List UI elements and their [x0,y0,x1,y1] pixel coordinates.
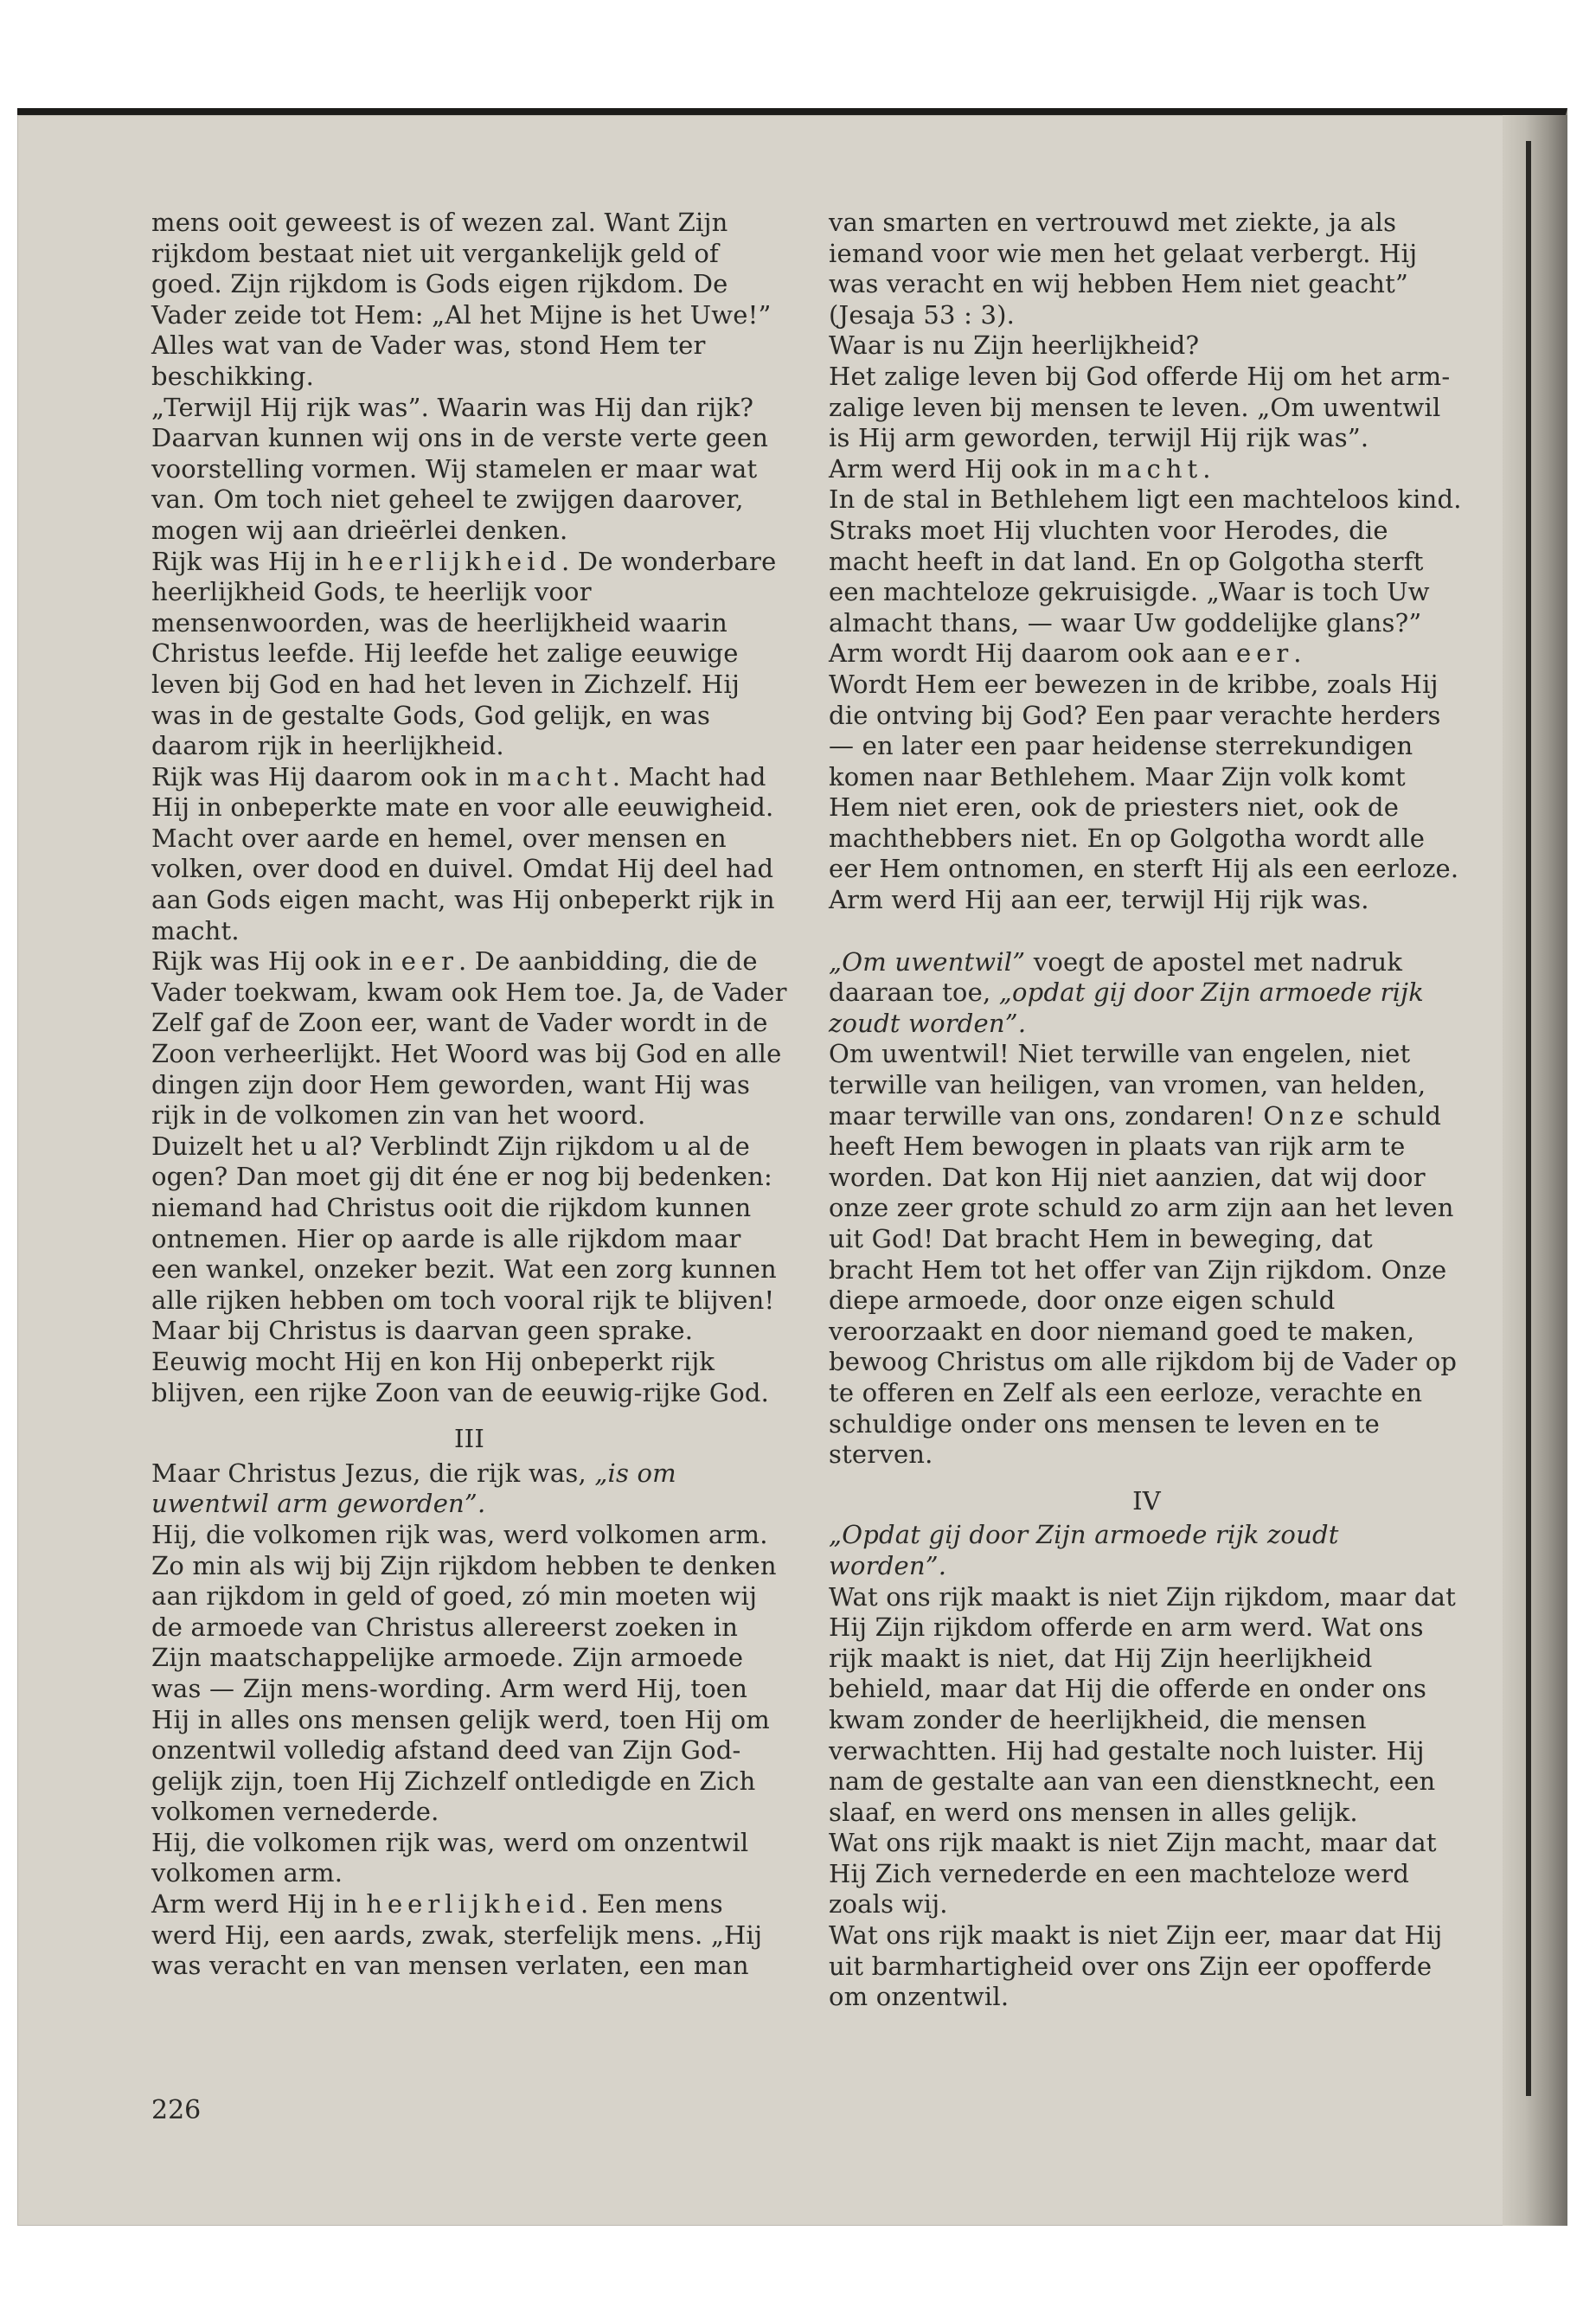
lead-text: Maar Christus Jezus, die rijk was, [151,1458,595,1488]
paragraph: Duizelt het u al? Verblindt Zijn rijkdom u al de ogen? Dan moet gij dit éne er nog bij bedenken: niemand had Christus ooit die rijkdom kunnen ontnemen. Hier op aarde is alle rijkdom maar een wankel, onzeker bezit. Wat een zorg kunnen alle rijken hebben om toch vooral rijk te blijven! Maar bij Christus is daarvan geen sprake. Eeuwig mocht Hij en kon Hij onbeperkt rijk blijven, een rijke Zoon van de eeuwig-rijke God. [151,1131,777,1407]
paragraph: Het zalige leven bij God offerde Hij om het arm-zalige leven bij mensen te leven. „Om uwentwil is Hij arm geworden, terwijl Hij rijk was”. [829,361,1451,453]
lead-text: Rijk was Hij ook in [151,946,401,977]
paragraph: Arm werd Hij in heerlijkheid. Een mens werd Hij, een aards, zwak, sterfelijk mens. „Hij was veracht en van mensen verlaten, een man [151,1889,763,1981]
lead-text: Rijk was Hij daarom ook in [151,761,508,792]
paragraph: „Terwijl Hij rijk was”. Waarin was Hij dan rijk? Daarvan kunnen wij ons in de verste verte geen voorstelling vormen. Wij stamelen er maar wat van. Om toch niet geheel te zwijgen daarover, mogen wij aan drieërlei denken. [151,392,769,545]
page-fold-shadow [1503,115,1567,2226]
lead-text: Arm wordt Hij daarom ook aan [829,638,1237,669]
note-text: voegt de apostel met nadruk daaraan toe, [829,946,1403,1008]
apostle-note [829,947,1465,1040]
emphasis-word: eer [1236,638,1294,669]
section-quote [829,1520,1465,1581]
scripture-quote: „Om uwentwil” [829,946,1026,977]
paragraph-text: schuld heeft Hem bewogen in plaats van rijk arm te worden. Dat kon Hij niet aanzien, dat wij door onze zeer grote schuld zo arm zijn aan het leven uit God! Dat bracht Hem in beweging, dat bracht Hem tot het offer van Zijn rijkdom. Onze diepe armoede, door onze eigen schuld veroorzaakt en door niemand goed te maken, bewoog Christus om alle rijkdom bij de Vader op te offeren en Zelf als een eerloze, verachte en schuldige onder ons mensen te leven en te sterven. [829,1100,1458,1470]
emphasis-word: Onze [1263,1100,1349,1131]
paragraph: Arm wordt Hij daarom ook aan eer. [829,638,1302,669]
scripture-quote: „Opdat gij door Zijn armoede rijk zoudt worden”. [829,1520,1339,1580]
paragraph-text: Een mens werd Hij, een aards, zwak, sterfelijk mens. „Hij was veracht en van mensen verlaten, een man [151,1889,763,1981]
paragraph-text: Macht had Hij in onbeperkte mate en voor alle eeuwigheid. Macht over aarde en hemel, over mensen en volken, over dood en duivel. Omdat Hij deel had aan Gods eigen macht, was Hij onbeperkt rijk in macht. [151,761,775,945]
emphasis-word: macht [1097,453,1203,484]
paragraph-text: De aanbidding, die de Vader toekwam, kwam ook Hem toe. Ja, de Vader Zelf gaf de Zoon eer, want de Vader wordt in de Zoon verheerlijkt. Het Woord was bij God en alle dingen zijn door Hem geworden, want Hij was rijk in de volkomen zin van het woord. [151,946,787,1131]
binding-edge [1526,141,1531,2096]
emphasis-word: heerlijkheid [347,546,561,576]
paragraph-text: Om uwentwil! Niet terwille van engelen, niet terwille van heiligen, van vromen, van helden, maar terwille van ons, zondaren! [829,1039,1426,1131]
paragraph: Rijk was Hij in heerlijkheid. De wonderbare heerlijkheid Gods, te heerlijk voor mensenwoorden, was de heerlijkheid waarin Christus leefde. Hij leefde het zalige eeuwige leven bij God en had het leven in Zichzelf. Hij was in de gestalte Gods, God gelijk, en was daarom rijk in heerlijkheid. [151,546,777,761]
left-column [151,208,787,1982]
paragraph: Rijk was Hij ook in eer. De aanbidding, die de Vader toekwam, kwam ook Hem toe. Ja, de Vader Zelf gaf de Zoon eer, want de Vader wordt in de Zoon verheerlijkt. Het Woord was bij God en alle dingen zijn door Hem geworden, want Hij was rijk in de volkomen zin van het woord. [151,946,787,1131]
section-heading-iv: IV [1132,1485,1161,1516]
paragraph-text: De wonderbare heerlijkheid Gods, te heerlijk voor mensenwoorden, was de heerlijkheid waarin Christus leefde. Hij leefde het zalige eeuwige leven bij God en had het leven in Zichzelf. Hij was in de gestalte Gods, God gelijk, en was daarom rijk in heerlijkheid. [151,546,777,761]
emphasis-word: heerlijkheid [366,1889,580,1920]
scripture-quote: „is om uwentwil arm geworden”. [151,1458,676,1519]
lead-text: Arm werd Hij in [151,1889,367,1920]
emphasis-word: macht [507,761,612,792]
paragraph [829,1039,1465,1470]
paragraph: mens ooit geweest is of wezen zal. Want Zijn rijkdom bestaat niet uit vergankelijk geld of goed. Zijn rijkdom is Gods eigen rijkdom. De Vader zeide tot Hem: „Al het Mijne is het Uwe!” Alles wat van de Vader was, stond Hem ter beschikking. [151,208,772,391]
scripture-quote: „opdat gij door Zijn armoede rijk zoudt worden”. [829,977,1425,1038]
paragraph: Rijk was Hij daarom ook in macht. Macht had Hij in onbeperkte mate en voor alle eeuwigheid. Macht over aarde en hemel, over mensen en volken, over dood en duivel. Omdat Hij deel had aan Gods eigen macht, was Hij onbeperkt rijk in macht. [151,761,775,945]
paragraph: Wat ons rijk maakt is niet Zijn macht, maar dat Hij Zich vernederde en een machteloze werd zoals wij. [829,1828,1437,1920]
section-heading-iii: III [454,1424,484,1454]
lead-text: Arm werd Hij ook in [829,453,1098,484]
paragraph: Arm werd Hij ook in macht. [829,453,1211,484]
paragraph: van smarten en vertrouwd met ziekte, ja als iemand voor wie men het gelaat verbergt. Hij was veracht en wij hebben Hem niet geacht” (Jesaja 53 : 3). [829,208,1418,330]
paragraph: Wordt Hem eer bewezen in de kribbe, zoals Hij die ontving bij God? Een paar verachte herders — en later een paar heidense sterrekundigen komen naar Bethlehem. Maar Zijn volk komt Hem niet eren, ook de priesters niet, ook de machthebbers niet. En op Golgotha wordt alle eer Hem ontnomen, en sterft Hij als een eerloze. Arm werd Hij aan eer, terwijl Hij rijk was. [829,669,1459,915]
paragraph: Hij, die volkomen rijk was, werd om onzentwil volkomen arm. [151,1827,749,1888]
paragraph: Hij, die volkomen rijk was, werd volkomen arm. Zo min als wij bij Zijn rijkdom hebben te denken aan rijkdom in geld of goed, zó min moeten wij de armoede van Christus allereerst zoeken in Zijn maatschappelijke armoede. Zijn armoede was — Zijn mens-wording. Arm werd Hij, toen Hij in alles ons mensen gelijk werd, toen Hij om onzentwil volledig afstand deed van Zijn God-gelijk zijn, toen Hij Zichzelf ontledigde en Zich volkomen vernederde. [151,1519,777,1827]
paragraph: Wat ons rijk maakt is niet Zijn rijkdom, maar dat Hij Zijn rijkdom offerde en arm werd. Wat ons rijk maakt is niet, dat Hij Zijn heerlijkheid behield, maar dat Hij die offerde en onder ons kwam zonder de heerlijkheid, die mensen verwachtten. Hij had gestalte noch luister. Hij nam de gestalte aan van een dienstknecht, een slaaf, en werd ons mensen in alles gelijk. [829,1581,1456,1827]
emphasis-word: eer [401,946,458,977]
paragraph: Waar is nu Zijn heerlijkheid? [829,330,1200,361]
page-number: 226 [151,2095,202,2125]
section-intro [151,1458,787,1520]
paragraph: Wat ons rijk maakt is niet Zijn eer, maar dat Hij uit barmhartigheid over ons Zijn eer opofferde om onzentwil. [829,1920,1443,2012]
lead-text: Rijk was Hij in [151,546,348,576]
paragraph: In de stal in Bethlehem ligt een machteloos kind. Straks moet Hij vluchten voor Herodes, die macht heeft in dat land. En op Golgotha sterft een machteloze gekruisigde. „Waar is toch Uw almacht thans, — waar Uw goddelijke glans?” [829,484,1462,638]
right-column [829,208,1465,2013]
